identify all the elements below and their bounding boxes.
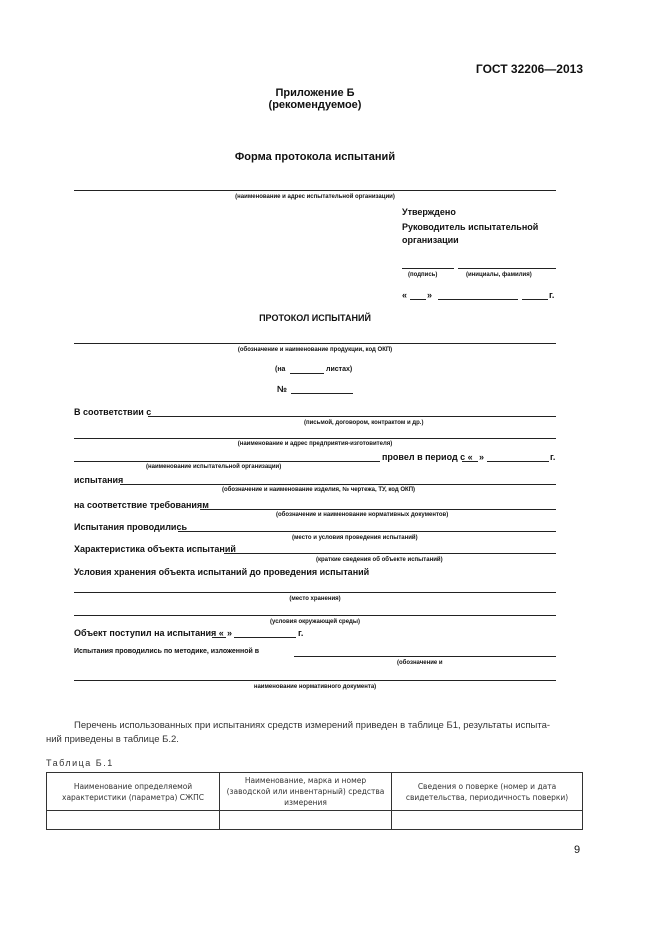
document-code: ГОСТ 32206—2013 — [475, 62, 583, 76]
manufacturer-line[interactable] — [74, 438, 556, 439]
storage-label: Условия хранения объекта испытаний до проведения испытаний — [74, 567, 370, 577]
paragraph-line-2: ний приведены в таблице Б.2. — [46, 734, 179, 745]
cell-instrument[interactable] — [220, 811, 392, 830]
appendix-title: Приложение Б — [275, 87, 355, 99]
received-day-line[interactable] — [212, 637, 226, 638]
header-verification: Сведения о поверке (номер и дата свидетельства, периодичность поверки) — [392, 773, 583, 811]
number-line[interactable] — [291, 393, 353, 394]
header-instrument: Наименование, марка и номер (заводской или инвентарный) средства измерения — [220, 773, 392, 811]
approval-year-line[interactable] — [522, 299, 548, 300]
appendix-subtitle: (рекомендуемое) — [268, 99, 362, 111]
environment-caption: (условия окружающей среды) — [270, 619, 360, 625]
storage-place-caption: (место хранения) — [289, 596, 341, 602]
signature-line[interactable] — [402, 268, 454, 269]
head-label-1: Руководитель испытательной — [402, 222, 539, 232]
received-month-line[interactable] — [234, 637, 296, 638]
compliance-label: на соответствие требованиям — [74, 500, 209, 510]
method-caption-1: (обозначение и — [397, 660, 443, 666]
method-line[interactable] — [294, 656, 556, 657]
org-line — [74, 190, 556, 191]
according-line[interactable] — [148, 416, 556, 417]
measurement-table — [46, 772, 583, 830]
cell-characteristic[interactable] — [47, 811, 220, 830]
approved-label: Утверждено — [402, 207, 456, 217]
characteristic-line[interactable] — [224, 553, 556, 554]
number-label: № — [277, 384, 288, 394]
storage-place-line[interactable] — [74, 592, 556, 593]
compliance-line[interactable] — [200, 509, 556, 510]
period-month-line[interactable] — [487, 461, 549, 462]
conducted-label: Испытания проводились — [74, 522, 187, 532]
according-caption: (письмой, договором, контрактом и др.) — [304, 420, 424, 426]
period-year: г. — [550, 452, 556, 462]
protocol-title: ПРОТОКОЛ ИСПЫТАНИЙ — [259, 313, 371, 323]
approval-day-line[interactable] — [410, 299, 426, 300]
approval-month-line[interactable] — [438, 299, 518, 300]
product-caption: (обозначение и наименование продукции, код ОКП) — [237, 347, 393, 353]
table-header-row — [47, 773, 583, 811]
head-label-2: организации — [402, 235, 459, 245]
sheets-prefix: (на — [275, 366, 286, 373]
period-mid: » — [479, 452, 485, 462]
period-day-line[interactable] — [462, 461, 478, 462]
norm-doc-caption: (обозначение и наименование нормативных документов) — [276, 512, 449, 518]
product-line[interactable] — [74, 343, 556, 344]
received-year: г. — [298, 628, 304, 638]
period-label: провел в период с « — [382, 452, 473, 462]
manufacturer-name-line[interactable] — [74, 461, 380, 462]
sheets-count-line[interactable] — [290, 373, 324, 374]
approval-year-suffix: г. — [549, 290, 555, 300]
place-caption: (место и условия проведения испытаний) — [292, 535, 418, 541]
name-line[interactable] — [458, 268, 556, 269]
cell-verification[interactable] — [392, 811, 583, 830]
tests-line[interactable] — [120, 484, 556, 485]
lab-caption: (наименование испытательной организации) — [146, 464, 282, 470]
method-label: Испытания проводились по методике, изложенной в — [74, 648, 260, 655]
item-caption: (обозначение и наименование изделия, № чертежа, ТУ, код ОКП) — [222, 487, 416, 493]
header-characteristic: Наименование определяемой характеристики (параметра) СЖПС — [47, 773, 220, 811]
environment-line[interactable] — [74, 615, 556, 616]
form-title: Форма протокола испытаний — [234, 151, 396, 163]
tests-label: испытания — [74, 475, 124, 485]
brief-caption: (краткие сведения об объекте испытаний) — [316, 557, 443, 563]
approval-date-open: « — [402, 290, 408, 300]
method-caption-2: наименование нормативного документа) — [253, 684, 377, 690]
org-caption: (наименование и адрес испытательной организации) — [235, 194, 395, 200]
table-row — [47, 811, 583, 830]
received-label: Объект поступил на испытания « — [74, 628, 224, 638]
manufacturer-caption: (наименование и адрес предприятия-изготовителя) — [237, 441, 393, 447]
name-caption: (инициалы, фамилия) — [466, 272, 532, 278]
according-label: В соответствии с — [74, 407, 152, 417]
conducted-line[interactable] — [178, 531, 556, 532]
paragraph-line-1: Перечень использованных при испытаниях средств измерений приведен в таблице Б1, результаты испыта- — [74, 720, 551, 731]
received-mid: » — [227, 628, 233, 638]
page-number: 9 — [574, 844, 581, 856]
signature-caption: (подпись) — [408, 272, 438, 278]
table-label: Таблица Б.1 — [46, 758, 114, 768]
approval-date-close: » — [427, 290, 433, 300]
sheets-suffix: листах) — [326, 366, 353, 373]
characteristic-label: Характеристика объекта испытаний — [74, 544, 236, 554]
method-doc-line[interactable] — [74, 680, 556, 681]
